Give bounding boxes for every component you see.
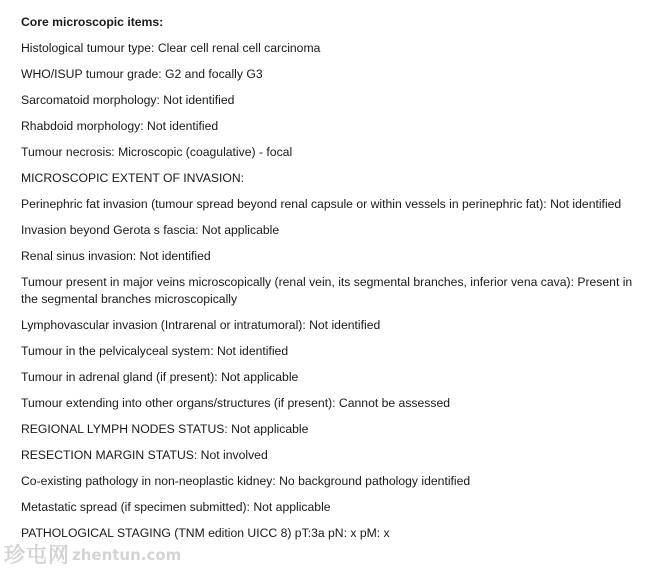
pathology-report <box>21 14 649 551</box>
other-organs-line: Tumour extending into other organs/structures (if present): Cannot be assessed <box>21 396 451 410</box>
section-heading: Core microscopic items: <box>21 15 164 29</box>
watermark-chinese: 珍屯网 <box>4 542 70 567</box>
extent-of-invasion-heading: MICROSCOPIC EXTENT OF INVASION: <box>21 171 245 185</box>
pelvicalyceal-line: Tumour in the pelvicalyceal system: Not identified <box>21 344 289 358</box>
sarcomatoid-line: Sarcomatoid morphology: Not identified <box>21 93 235 107</box>
perinephric-fat-line: Perinephric fat invasion (tumour spread beyond renal capsule or within vessels in perinephric fat): Not identified <box>21 197 622 211</box>
lymphovascular-line: Lymphovascular invasion (Intrarenal or intratumoral): Not identified <box>21 318 381 332</box>
lymph-nodes-status-line: REGIONAL LYMPH NODES STATUS: Not applicable <box>21 422 309 436</box>
pathological-staging-line: PATHOLOGICAL STAGING (TNM edition UICC 8) pT:3a pN: x pM: x <box>21 526 390 540</box>
major-veins-line: Tumour present in major veins microscopically (renal vein, its segmental branches, inferior vena cava): Present in the segmental branches microscopically <box>21 275 633 306</box>
renal-sinus-line: Renal sinus invasion: Not identified <box>21 249 211 263</box>
coexisting-pathology-line: Co-existing pathology in non-neoplastic kidney: No background pathology identified <box>21 474 471 488</box>
gerota-fascia-line: Invasion beyond Gerota s fascia: Not applicable <box>21 223 280 237</box>
watermark-url: zhentun.com <box>72 545 182 564</box>
adrenal-gland-line: Tumour in adrenal gland (if present): Not applicable <box>21 370 299 384</box>
resection-margin-line: RESECTION MARGIN STATUS: Not involved <box>21 448 268 462</box>
tumour-grade-line: WHO/ISUP tumour grade: G2 and focally G3 <box>21 67 263 81</box>
rhabdoid-line: Rhabdoid morphology: Not identified <box>21 119 219 133</box>
histological-type-line: Histological tumour type: Clear cell renal cell carcinoma <box>21 41 321 55</box>
metastatic-spread-line: Metastatic spread (if specimen submitted): Not applicable <box>21 500 331 514</box>
necrosis-line: Tumour necrosis: Microscopic (coagulative) - focal <box>21 145 293 159</box>
